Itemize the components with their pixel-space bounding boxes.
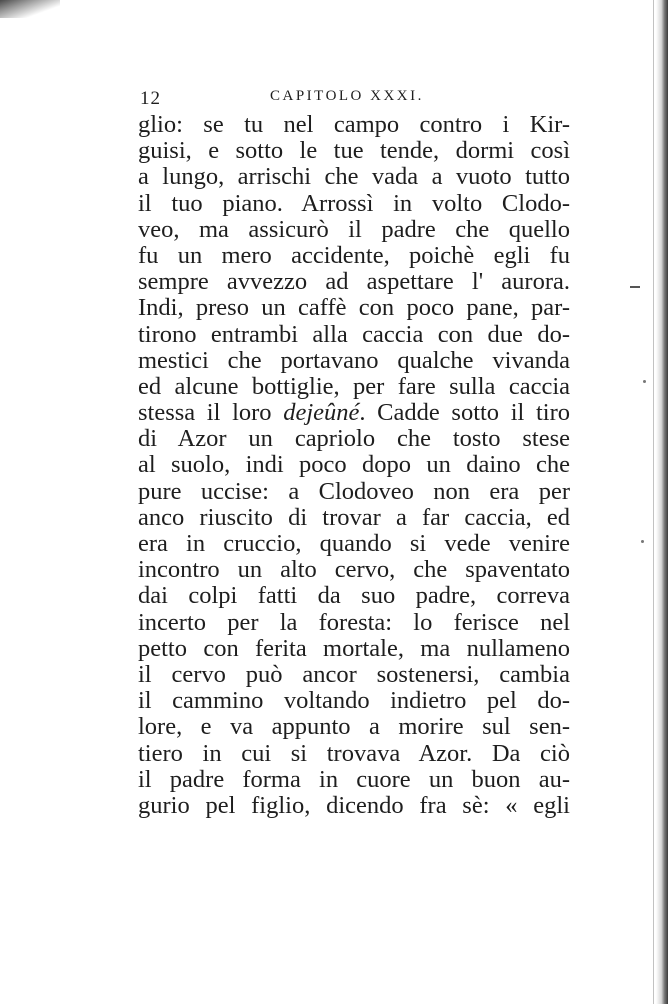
text-line: il tuo piano. Arrossì in volto Clodo- [138, 189, 570, 217]
text-line: incerto per la foresta: lo ferisce nel [138, 608, 570, 636]
text-line: di Azor un capriolo che tosto stese [138, 425, 570, 453]
text-line: veo, ma assicurò il padre che quello [138, 215, 570, 243]
text-line: pure uccise: a Clodoveo non era per [138, 477, 570, 505]
text-line: a lungo, arrischi che vada a vuoto tutto [138, 163, 570, 191]
margin-speck [643, 380, 646, 383]
text-line: tirono entrambi alla caccia con due do- [138, 320, 570, 348]
text-segment: stessa il loro [138, 399, 284, 427]
text-line: dai colpi fatti da suo padre, correva [138, 582, 570, 610]
running-head: CAPITOLO XXXI. [270, 88, 424, 104]
margin-speck [641, 540, 644, 543]
text-line: il cervo può ancor sostenersi, cambia [138, 660, 570, 688]
text-line: Indi, preso un caffè con poco pane, par- [138, 294, 570, 322]
page-edge-shadow [656, 0, 668, 1004]
page-header [140, 88, 570, 112]
text-line: petto con ferita mortale, ma nullameno [138, 634, 570, 662]
text-line: tiero in cui si trovava Azor. Da ciò [138, 739, 570, 767]
body-text [138, 112, 570, 819]
text-line: guisi, e sotto le tue tende, dormi così [138, 137, 570, 165]
text-line: anco riuscito di trovar a far caccia, ed [138, 503, 570, 531]
margin-mark [630, 286, 640, 288]
text-line-with-italic [138, 400, 570, 426]
page-edge-line [653, 0, 654, 1004]
text-line: mestici che portavano qualche vivanda [138, 346, 570, 374]
page-number: 12 [140, 88, 161, 109]
text-line: sempre avvezzo ad aspettare l' aurora. [138, 268, 570, 296]
text-line: glio: se tu nel campo contro i Kir- [138, 111, 570, 138]
text-segment: . Cadde sotto il tiro [359, 399, 570, 427]
text-line: al suolo, indi poco dopo un daino che [138, 451, 570, 479]
text-line: incontro un alto cervo, che spaventato [138, 556, 570, 584]
italic-word: dejeûné [283, 399, 360, 427]
text-line: ed alcune bottiglie, per fare sulla caccia [138, 372, 570, 400]
text-line: era in cruccio, quando si vede venire [138, 530, 570, 557]
text-line: gurio pel figlio, dicendo fra sè: « egli [138, 791, 570, 819]
text-line: lore, e va appunto a morire sul sen- [138, 713, 570, 741]
text-line: fu un mero accidente, poichè egli fu [138, 241, 570, 269]
scan-corner-shadow [0, 0, 60, 18]
text-line: il padre forma in cuore un buon au- [138, 765, 570, 793]
text-line: il cammino voltando indietro pel do- [138, 687, 570, 715]
